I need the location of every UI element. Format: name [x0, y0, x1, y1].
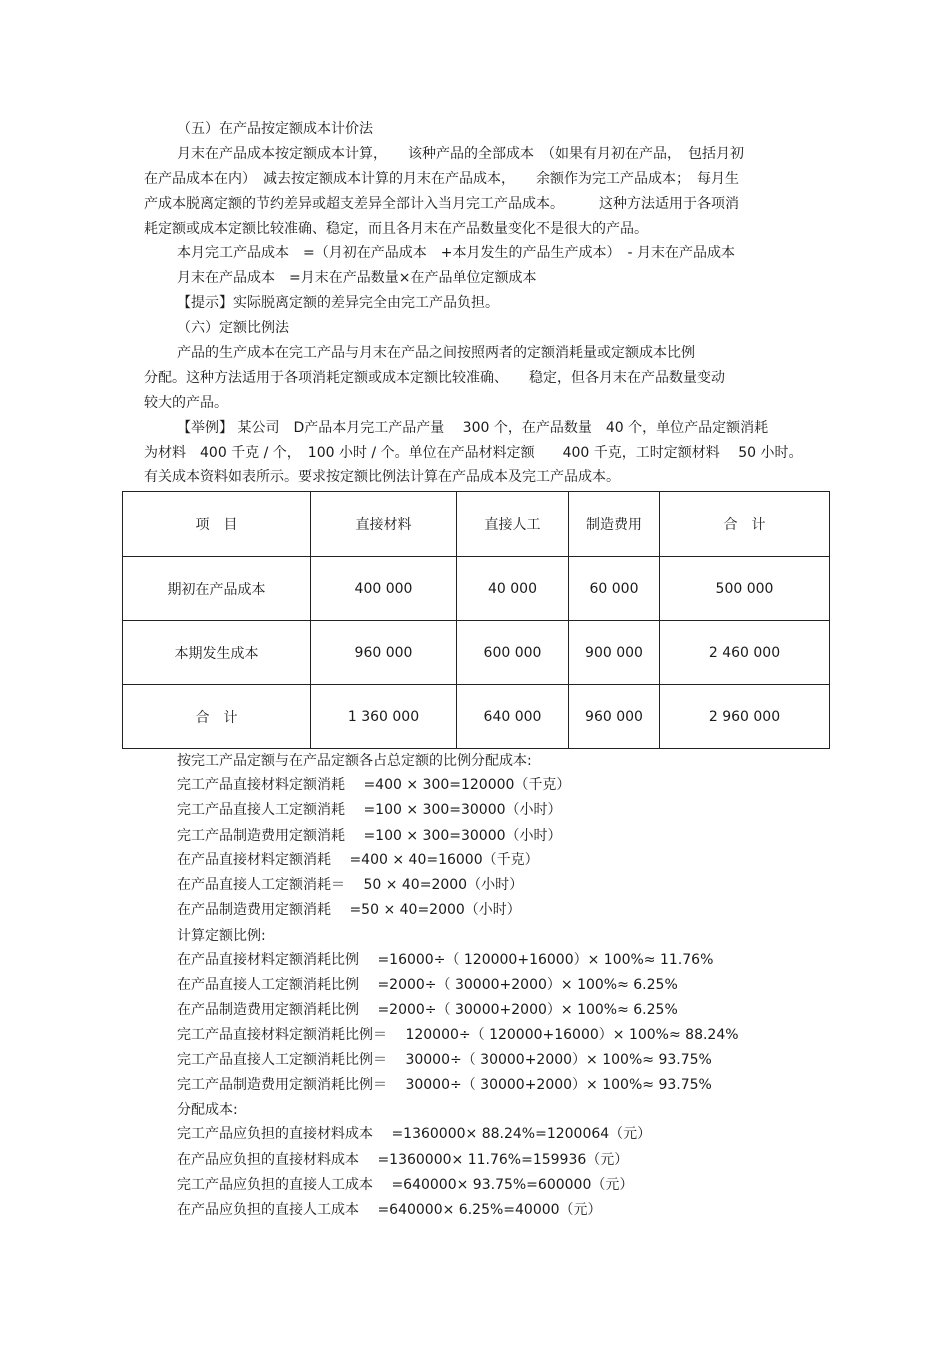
table-cell: 2 460 000 — [660, 621, 830, 685]
paragraph-line: 产成本脱离定额的节约差异或超支差异全部计入当月完工产品成本。 这种方法适用于各项消 — [144, 196, 739, 212]
table-cell: 60 000 — [569, 557, 660, 621]
cost-table — [122, 491, 830, 749]
table-header-cell: 合 计 — [660, 492, 830, 557]
example-line: 【举例】 某公司 D产品本月完工产品产量 300 个，在产品数量 40 个，单位产品定额消耗 — [177, 420, 769, 436]
table-cell: 960 000 — [311, 621, 457, 685]
table-header-cell: 制造费用 — [569, 492, 660, 557]
table-cell: 本期发生成本 — [123, 621, 311, 685]
calc-line: 完工产品直接人工定额消耗 =100 × 300=30000（小时） — [177, 802, 562, 818]
table-header-cell: 项 目 — [123, 492, 311, 557]
table-row — [123, 621, 830, 685]
table-row — [123, 557, 830, 621]
table-cell: 500 000 — [660, 557, 830, 621]
table-cell: 1 360 000 — [311, 685, 457, 749]
alloc-line: 在产品应负担的直接人工成本 =640000× 6.25%=40000（元） — [177, 1202, 602, 1218]
paragraph-line: 耗定额或成本定额比较准确、稳定，而且各月末在产品数量变化不是很大的产品。 — [144, 221, 648, 237]
ratio-line: 在产品直接材料定额消耗比例 =16000÷（ 120000+16000）× 100%≈ 11.76% — [177, 952, 714, 968]
paragraph-line: 产品的生产成本在完工产品与月末在产品之间按照两者的定额消耗量或定额成本比例 — [177, 345, 695, 361]
table-cell: 900 000 — [569, 621, 660, 685]
alloc-line: 完工产品应负担的直接材料成本 =1360000× 88.24%=1200064（元） — [177, 1126, 652, 1142]
table-cell: 合 计 — [123, 685, 311, 749]
section-heading-6: （六）定额比例法 — [177, 320, 289, 336]
table-cell: 40 000 — [457, 557, 569, 621]
paragraph-line: 分配。这种方法适用于各项消耗定额或成本定额比较准确、 稳定，但各月末在产品数量变动 — [144, 370, 725, 386]
example-line: 有关成本资料如表所示。要求按定额比例法计算在产品成本及完工产品成本。 — [144, 469, 620, 485]
alloc-line: 完工产品应负担的直接人工成本 =640000× 93.75%=600000（元） — [177, 1177, 634, 1193]
example-line: 为材料 400 千克 / 个， 100 小时 / 个。单位在产品材料定额 400 千克，工时定额材料 50 小时。 — [144, 445, 803, 461]
calc-line: 在产品制造费用定额消耗 =50 × 40=2000（小时） — [177, 902, 521, 918]
calc-line: 在产品直接人工定额消耗＝ 50 × 40=2000（小时） — [177, 877, 524, 893]
alloc-title: 分配成本: — [177, 1102, 238, 1118]
table-cell: 期初在产品成本 — [123, 557, 311, 621]
paragraph-line: 较大的产品。 — [144, 395, 228, 411]
ratio-line: 完工产品直接人工定额消耗比例＝ 30000÷（ 30000+2000）× 100%≈ 93.75% — [177, 1052, 712, 1068]
table-cell: 600 000 — [457, 621, 569, 685]
paragraph-line: 在产品成本在内） 减去按定额成本计算的月末在产品成本， 余额作为完工产品成本； 每月生 — [144, 171, 739, 187]
formula-wip-cost: 月末在产品成本 =月末在产品数量×在产品单位定额成本 — [177, 270, 537, 286]
calc-intro: 按完工产品定额与在产品定额各占总定额的比例分配成本: — [177, 753, 532, 769]
calc-line: 完工产品直接材料定额消耗 =400 × 300=120000（千克） — [177, 777, 571, 793]
alloc-line: 在产品应负担的直接材料成本 =1360000× 11.76%=159936（元） — [177, 1152, 629, 1168]
table-header-cell: 直接人工 — [457, 492, 569, 557]
calc-line: 在产品直接材料定额消耗 =400 × 40=16000（千克） — [177, 852, 539, 868]
table-row — [123, 685, 830, 749]
calc-line: 完工产品制造费用定额消耗 =100 × 300=30000（小时） — [177, 828, 562, 844]
table-cell: 960 000 — [569, 685, 660, 749]
section-heading-5: （五）在产品按定额成本计价法 — [177, 121, 373, 137]
tip-note: 【提示】实际脱离定额的差异完全由完工产品负担。 — [177, 295, 499, 311]
paragraph-line: 月末在产品成本按定额成本计算， 该种产品的全部成本 （如果有月初在产品， 包括月初 — [177, 146, 744, 162]
table-cell: 640 000 — [457, 685, 569, 749]
table-header-cell: 直接材料 — [311, 492, 457, 557]
ratio-line: 完工产品直接材料定额消耗比例＝ 120000÷（ 120000+16000）× 100%≈ 88.24% — [177, 1027, 739, 1043]
ratio-line: 完工产品制造费用定额消耗比例＝ 30000÷（ 30000+2000）× 100%≈ 93.75% — [177, 1077, 712, 1093]
table-cell: 2 960 000 — [660, 685, 830, 749]
ratio-line: 在产品制造费用定额消耗比例 =2000÷（ 30000+2000）× 100%≈ 6.25% — [177, 1002, 678, 1018]
formula-completed-cost: 本月完工产品成本 =（月初在产品成本 +本月发生的产品生产成本） - 月末在产品成本 — [177, 245, 735, 261]
ratio-line: 在产品直接人工定额消耗比例 =2000÷（ 30000+2000）× 100%≈ 6.25% — [177, 977, 678, 993]
ratio-title: 计算定额比例: — [177, 928, 266, 944]
table-header-row — [123, 492, 830, 557]
table-cell: 400 000 — [311, 557, 457, 621]
